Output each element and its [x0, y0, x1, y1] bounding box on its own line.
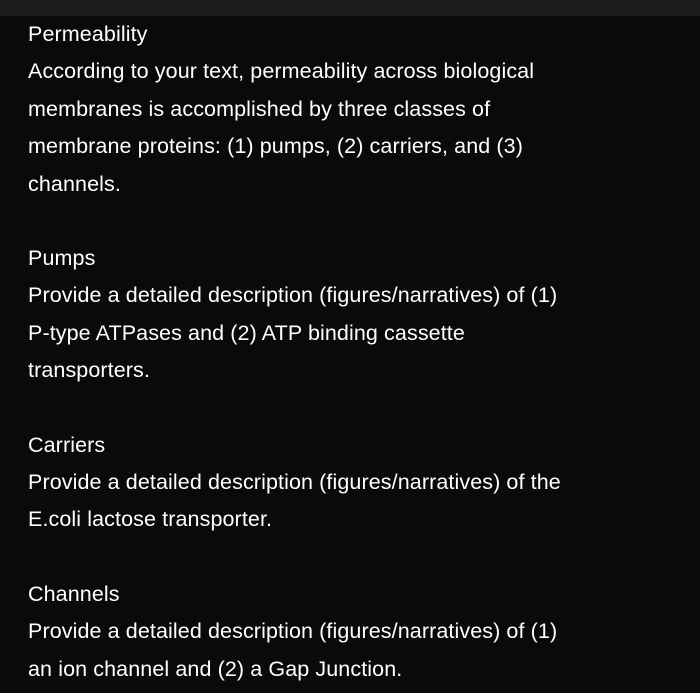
- section-permeability: [28, 16, 678, 203]
- text-line: E.coli lactose transporter.: [28, 507, 273, 532]
- top-bar: [0, 0, 700, 16]
- section-carriers: [28, 427, 678, 539]
- section-heading: Permeability: [28, 22, 148, 46]
- section-channels: [28, 576, 678, 688]
- section-heading: Channels: [28, 581, 120, 606]
- section-spacer: [28, 203, 678, 240]
- text-line: Provide a detailed description (figures/narratives) of (1): [28, 283, 558, 308]
- text-line: Provide a detailed description (figures/narratives) of the: [28, 470, 561, 495]
- note-content: [28, 16, 678, 688]
- text-line: an ion channel and (2) a Gap Junction.: [28, 656, 403, 681]
- section-pumps: [28, 240, 678, 390]
- section-heading: Carriers: [28, 432, 106, 457]
- text-line: channels.: [28, 171, 121, 196]
- text-line: According to your text, permeability across biological: [28, 59, 535, 84]
- section-spacer: [28, 539, 678, 576]
- section-spacer: [28, 390, 678, 427]
- section-heading: Pumps: [28, 246, 96, 271]
- text-line: transporters.: [28, 358, 150, 383]
- text-line: membrane proteins: (1) pumps, (2) carriers, and (3): [28, 134, 523, 159]
- text-line: membranes is accomplished by three classes of: [28, 96, 491, 121]
- text-line: P-type ATPases and (2) ATP binding cassette: [28, 320, 465, 345]
- text-line: Provide a detailed description (figures/narratives) of (1): [28, 619, 558, 644]
